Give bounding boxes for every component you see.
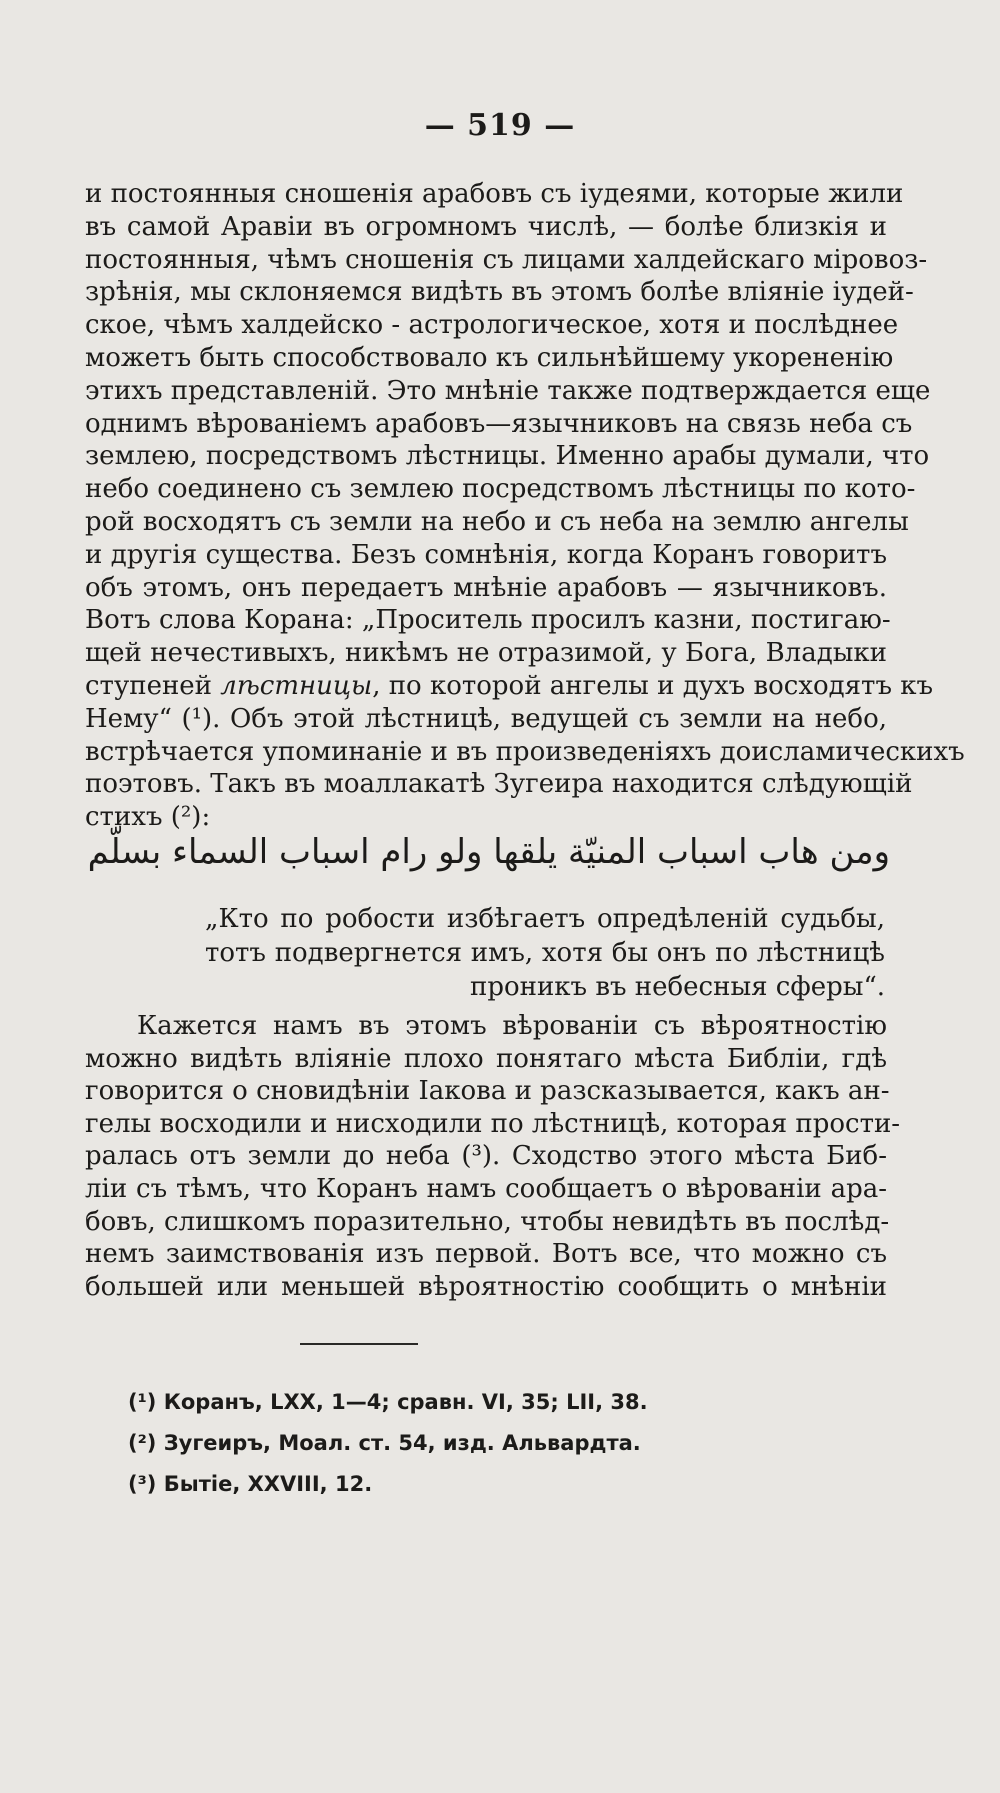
paragraph-1	[85, 178, 965, 834]
text-line: Кажется намъ въ этомъ вѣрованіи съ вѣроятностію	[137, 1011, 887, 1041]
footnote-2: (²) Зугеиръ, Моал. ст. 54, изд. Альвардта.	[128, 1431, 641, 1455]
text-line: ліи съ тѣмъ, что Коранъ намъ сообщаетъ о вѣрованіи ара-	[85, 1173, 887, 1204]
text-line: большей или меньшей вѣроятностію сообщить о мнѣніи	[85, 1271, 887, 1302]
text-line	[85, 670, 934, 703]
footnote-divider	[300, 1343, 418, 1345]
page-number: — 519 —	[424, 108, 576, 143]
text-line: Вотъ слова Корана: „Проситель просилъ казни, постигаю-	[85, 605, 891, 636]
text-line: Нему“ (¹). Объ этой лѣстницѣ, ведущей съ земли на небо,	[85, 703, 887, 734]
text-line: поэтовъ. Такъ въ моаллакатѣ Зугеира находится слѣдующій	[85, 769, 913, 800]
text-line: встрѣчается упоминаніе и въ произведеніяхъ доисламическихъ	[85, 736, 965, 767]
text-line: ралась отъ земли до неба (³). Сходство этого мѣста Биб-	[85, 1141, 887, 1172]
text-line: можно видѣть вліяніе плохо понятаго мѣста Библіи, гдѣ	[85, 1043, 887, 1074]
quote-line: проникъ въ небесныя сферы“.	[470, 972, 885, 1002]
text-line: этихъ представленій. Это мнѣніе также подтверждается еще	[85, 375, 931, 406]
footnote-3: (³) Бытіе, XXVIII, 12.	[128, 1472, 373, 1496]
footnote-1: (¹) Коранъ, LXX, 1—4; сравн. VI, 35; LII, 38.	[128, 1390, 648, 1414]
text-line: въ самой Аравіи въ огромномъ числѣ, — болѣе близкія и	[85, 211, 887, 242]
text-line: землею, посредствомъ лѣстницы. Именно арабы думали, что	[85, 441, 930, 472]
verse-translation	[205, 902, 885, 1004]
paragraph-2	[85, 1010, 901, 1303]
text-line: щей нечестивыхъ, никѣмъ не отразимой, у Бога, Владыки	[85, 638, 887, 669]
text-line: рой восходятъ съ земли на небо и съ неба на землю ангелы	[85, 506, 909, 537]
text-line: ское, чѣмъ халдейско - астрологическое, хотя и послѣднее	[85, 310, 899, 341]
text-line: говорится о сновидѣніи Іакова и разсказывается, какъ ан-	[85, 1076, 890, 1107]
text-line: и другія существа. Безъ сомнѣнія, когда Коранъ говоритъ	[85, 539, 887, 570]
text-line: бовъ, слишкомъ поразительно, чтобы невидѣть въ послѣд-	[85, 1206, 890, 1237]
text-segment: ступеней	[85, 670, 221, 701]
text-line: и постоянныя сношенія арабовъ съ іудеями, которые жили	[85, 179, 904, 209]
text-line: однимъ вѣрованіемъ арабовъ—язычниковъ на связь неба съ	[85, 408, 913, 439]
quote-line: тотъ подвергнется имъ, хотя бы онъ по лѣстницѣ	[205, 938, 885, 968]
quote-line: „Кто по робости избѣгаетъ опредѣленій судьбы,	[205, 904, 885, 934]
text-line: немъ заимствованія изъ первой. Вотъ все, что можно съ	[85, 1239, 887, 1270]
footnotes	[128, 1382, 828, 1505]
arabic-verse: ومن هاب اسباب المنيّة يلقها ولو رام اسباب السماء بسلّم	[87, 832, 890, 872]
text-line: зрѣнія, мы склоняемся видѣть въ этомъ болѣе вліяніе іудей-	[85, 277, 914, 308]
text-line: стихъ (²):	[85, 802, 211, 833]
text-segment: , по которой ангелы и духъ восходятъ къ	[372, 670, 934, 701]
text-line: гелы восходили и нисходили по лѣстницѣ, которая прости-	[85, 1108, 901, 1139]
text-line: можетъ быть способствовало къ сильнѣйшему укорененію	[85, 342, 894, 373]
text-line: постоянныя, чѣмъ сношенія съ лицами халдейскаго міровоз-	[85, 244, 928, 275]
text-line: небо соединено съ землею посредствомъ лѣстницы по кото-	[85, 474, 916, 505]
italic-word: лѣстницы	[220, 670, 373, 701]
text-line: объ этомъ, онъ передаетъ мнѣніе арабовъ — язычниковъ.	[85, 572, 887, 603]
